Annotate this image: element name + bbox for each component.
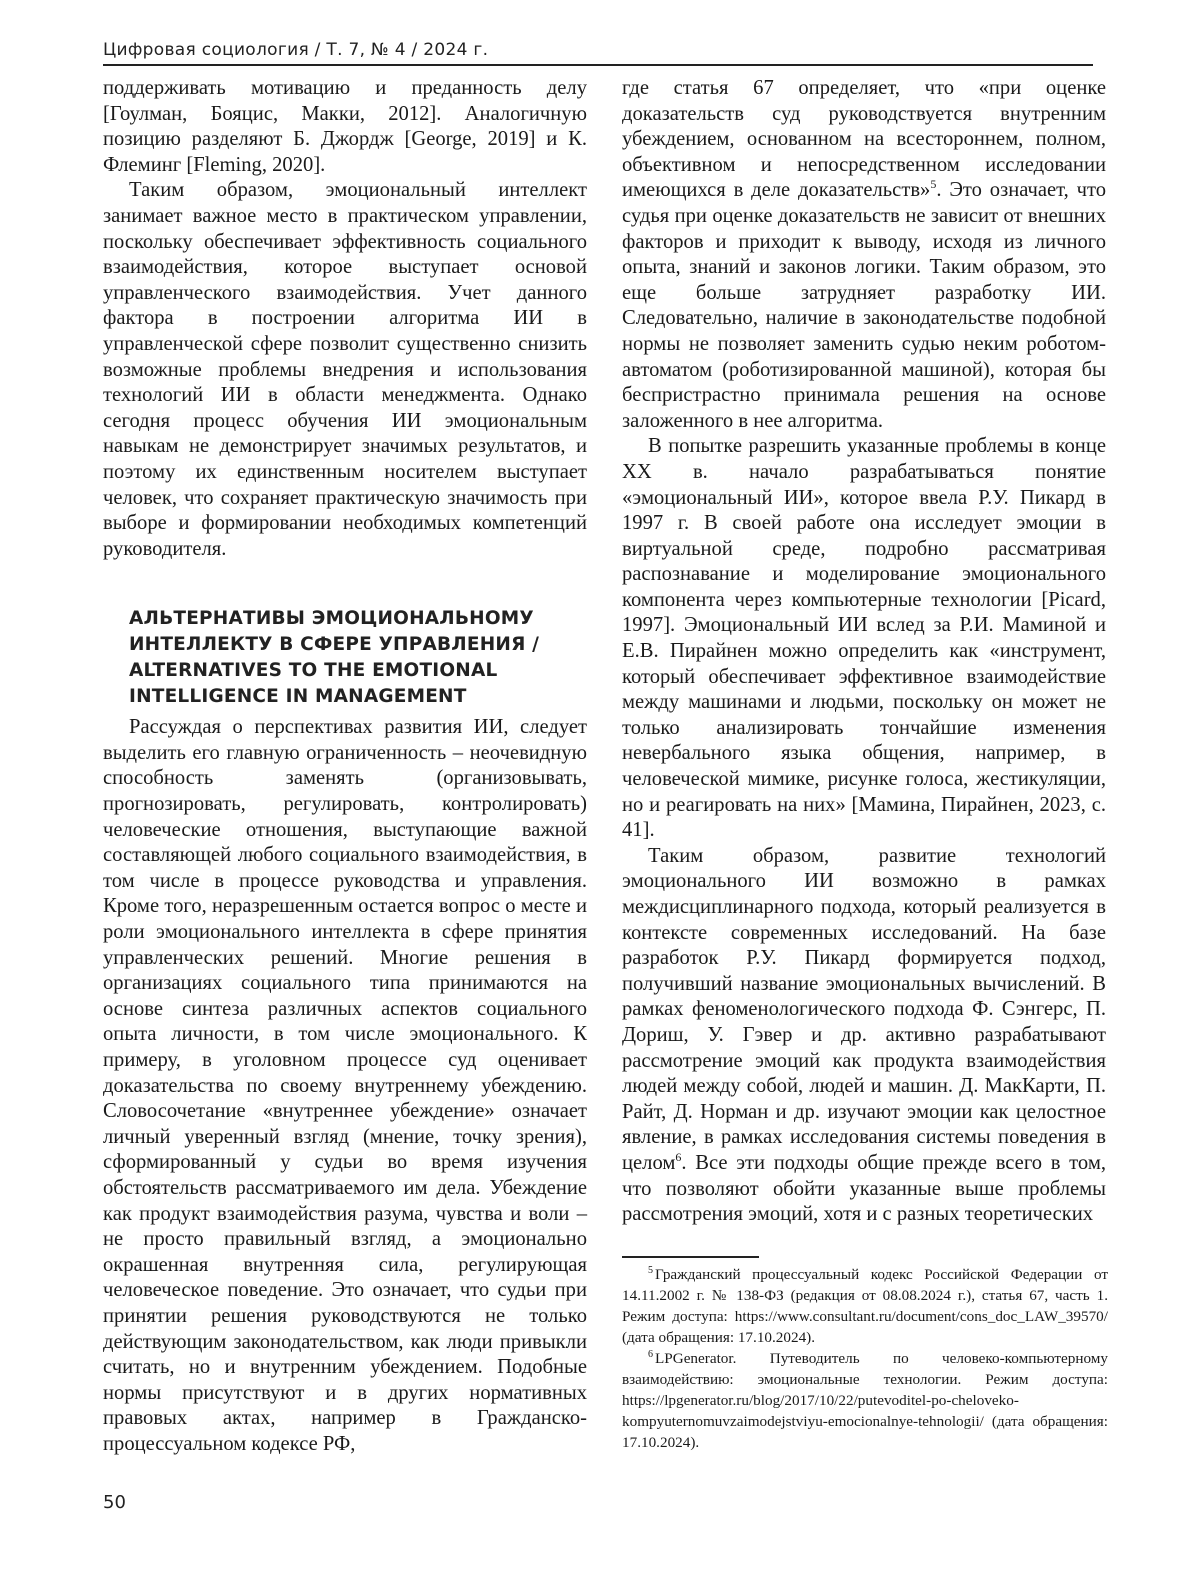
footnote-text: LPGenerator. Путеводитель по человеко-компьютерному взаимодействию: эмоциональные технологии. Режим доступа: https://lpgenerator.ru/blog/2017/10/22/putevoditel-po-cheloveko-kompyuternomuvzaimodejstviyu-emocionalnye-tehnologii/ (дата обращения: 17.10.2024). bbox=[622, 1350, 1108, 1451]
paragraph bbox=[622, 76, 1106, 434]
paragraph: Рассуждая о перспективах развития ИИ, следует выделить его главную ограниченность – неочевидную способность заменять (организовывать, прогнозировать, регулировать, контролировать) человеческие отношения, выступающие важной составляющей любого социального взаимодействия, в том числе в процессе руководства и управления. Кроме того, неразрешенным остается вопрос о месте и роли эмоционального интеллекта в сфере принятия управленческих решений. Многие решения в организациях социального типа принимаются на основе синтеза различных аспектов социального опыта личности, в том числе эмоционального. К примеру, в уголовном процессе суд оценивает доказательства по своему внутреннему убеждению. Словосочетание «внутреннее убеждение» означает личный уверенный взгляд (мнение, точку зрения), сформированный у судьи во время изучения обстоятельств рассматриваемого им дела. Убеждение как продукт взаимодействия разума, чувства и воли – не просто правильный взгляд, а эмоционально окрашенная внутренняя сила, регулирующая человеческое поведение. Это означает, что судьи при принятии решения руководствуются не только действующим законодательством, как люди привыкли считать, но и внутренним убеждением. Подобные нормы присутствуют и в других нормативных правовых актах, например в Гражданско-процессуальном кодексе РФ, bbox=[103, 716, 587, 1455]
paragraph-text: . Это означает, что судья при оценке доказательств не зависит от внешних факторов и приходит к выводу, исходя из личного опыта, знаний и законов логики. Таким образом, это еще больше затрудняет разработку ИИ. Следовательно, наличие в законодательстве подобной нормы не позволяет заменить судью неким роботом-автоматом (роботизированной машиной), которая бы беспристрастно принимала решения на основе заложенного в нее алгоритма. bbox=[622, 179, 1106, 432]
running-header: Цифровая социология / Т. 7, № 4 / 2024 г. bbox=[103, 40, 489, 60]
footnote-ref[interactable]: 5 bbox=[930, 177, 937, 192]
paragraph-text: Таким образом, развитие технологий эмоционального ИИ возможно в рамках междисциплинарного подхода, который реализуется в контексте современных исследований. На базе разработок Р.У. Пикард формируется подход, получивший название эмоциональных вычислений. В рамках феноменологического подхода Ф. Сэнгерс, П. Дориш, У. Гэвер и др. активно разрабатывают рассмотрение эмоций как продукта взаимодействия людей между собой, людей и машин. Д. МакКарти, П. Райт, Д. Норман и др. изучают эмоции как целостное явление, в рамках исследования системы поведения в целом bbox=[622, 844, 1106, 1174]
paragraph: поддерживать мотивацию и преданность делу [Гоулман, Бояцис, Макки, 2012]. Аналогичную позицию разделяют Б. Джордж [George, 2019] и К. Флеминг [Fleming, 2020]. bbox=[103, 77, 587, 176]
paragraph-text: . Все эти подходы общие прежде всего в том, что позволяют обойти указанные выше проблемы рассмотрения эмоций, хотя и с разных теоретических bbox=[622, 1151, 1106, 1226]
footnote-number: 6 bbox=[648, 1348, 653, 1360]
paragraph: Таким образом, эмоциональный интеллект занимает важное место в практическом управлении, поскольку обеспечивает эффективность социального взаимодействия, которое выступает основой управленческого взаимодействия. Учет данного фактора в построении алгоритма ИИ в управленческой сфере позволит существенно снизить возможные проблемы внедрения и использования технологий ИИ в области менеджмента. Однако сегодня процесс обучения ИИ эмоциональным навыкам не демонстрирует значимых результатов, и поэтому их единственным носителем выступает человек, что сохраняет практическую значимость при выборе и формировании необходимых компетенций руководителя. bbox=[103, 179, 587, 560]
page-number: 50 bbox=[103, 1492, 126, 1513]
footnote-rule bbox=[622, 1256, 759, 1258]
footnote-text: Гражданский процессуальный кодекс Российской Федерации от 14.11.2002 г. № 138-ФЗ (редакция от 08.08.2024 г.), статья 67, часть 1. Режим доступа: https://www.consultant.ru/document/cons_doc_LAW_39570/ (дата обращения: 17.10.2024). bbox=[622, 1266, 1108, 1346]
paragraph: В попытке разрешить указанные проблемы в конце XX в. начало разрабатываться понятие «эмоциональный ИИ», которое ввела Р.У. Пикард в 1997 г. В своей работе она исследует эмоции в виртуальной среде, подробно рассматривая распознавание и моделирование эмоционального компонента через компьютерные технологии [Picard, 1997]. Эмоциональный ИИ вслед за Р.И. Маминой и Е.В. Пирайнен можно определить как «инструмент, который обеспечивает эффективное взаимодействие между машинами и людьми, поскольку он может не только анализировать тончайшие изменения невербального языка общения, например, в человеческой мимике, рисунке голоса, жестикуляции, но и реагировать на них» [Мамина, Пирайнен, 2023, с. 41]. bbox=[622, 435, 1106, 842]
footnote bbox=[622, 1348, 1108, 1453]
footnote-ref[interactable]: 6 bbox=[675, 1150, 682, 1165]
header-rule bbox=[103, 64, 1093, 66]
paragraph bbox=[622, 844, 1106, 1228]
footnote-number: 5 bbox=[648, 1264, 653, 1276]
right-column bbox=[622, 76, 1106, 1228]
footnote bbox=[622, 1264, 1108, 1348]
left-column bbox=[103, 76, 587, 1458]
paragraph-text: где статья 67 определяет, что «при оценке доказательств суд руководствуется внутренним убеждением, основанном на всестороннем, полном, объективном и непосредственном исследовании имеющихся в деле доказательств» bbox=[622, 77, 1106, 202]
footnotes bbox=[622, 1264, 1108, 1453]
section-heading: АЛЬТЕРНАТИВЫ ЭМОЦИОНАЛЬНОМУ ИНТЕЛЛЕКТУ В СФЕРЕ УПРАВЛЕНИЯ / ALTERNATIVES TO THE EMOTIONAL INTELLIGENCE IN MANAGEMENT bbox=[129, 608, 540, 708]
